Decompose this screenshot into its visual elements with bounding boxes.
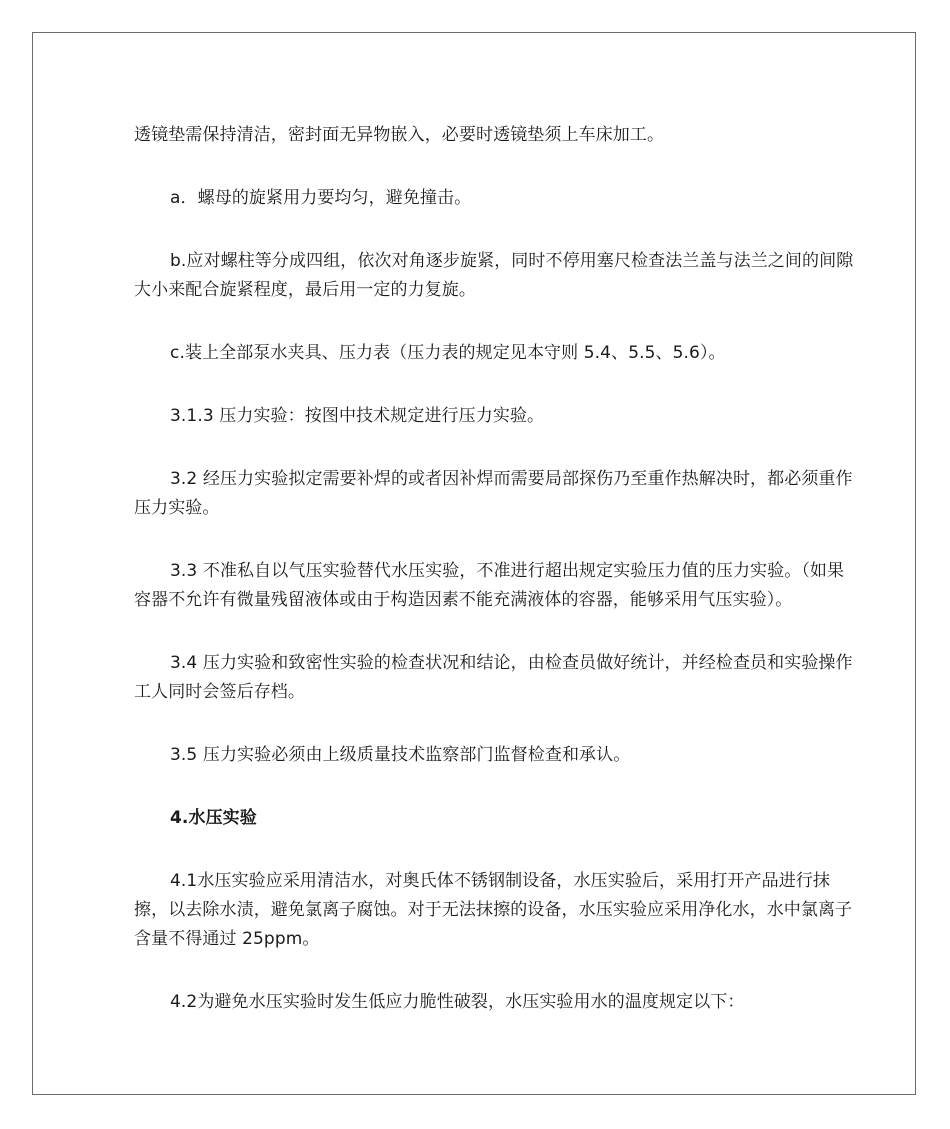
document-page [32,32,916,1095]
paragraph-item-c: c.装上全部泵水夹具、压力表（压力表的规定见本守则 5.4、5.5、5.6）。 [170,343,726,363]
paragraph-lens-gasket: 透镜垫需保持清洁，密封面无异物嵌入，必要时透镜垫须上车床加工。 [134,125,665,145]
paragraph-3-4: 3.4 压力实验和致密性实验的检查状况和结论，由检查员做好统计，并经检查员和实验操作工人同时会签后存档。 [134,653,853,702]
paragraph-3-2: 3.2 经压力实验拟定需要补焊的或者因补焊而需要局部探伤乃至重作热解决时，都必须重作压力实验。 [134,469,853,518]
paragraph-item-a: a．螺母的旋紧用力要均匀，避免撞击。 [170,188,472,208]
paragraph-4-1: 4.1水压实验应采用清洁水，对奥氏体不锈钢制设备，水压实验后，采用打开产品进行抹擦，以去除水渍，避免氯离子腐蚀。对于无法抹擦的设备，水压实验应采用净化水，水中氯离子含量不得通过 25ppm。 [134,871,853,949]
section-heading-4: 4.水压实验 [170,808,257,828]
paragraph-4-2: 4.2为避免水压实验时发生低应力脆性破裂，水压实验用水的温度规定以下： [170,992,745,1012]
paragraph-item-b: b.应对螺柱等分成四组，依次对角逐步旋紧，同时不停用塞尺检查法兰盖与法兰之间的间隙大小来配合旋紧程度，最后用一定的力复旋。 [134,251,854,300]
paragraph-3-5: 3.5 压力实验必须由上级质量技术监察部门监督检查和承认。 [170,745,631,765]
paragraph-3-1-3: 3.1.3 压力实验：按图中技术规定进行压力实验。 [170,406,545,426]
paragraph-3-3: 3.3 不准私自以气压实验替代水压实验，不准进行超出规定实验压力值的压力实验。（如果容器不允许有微量残留液体或由于构造因素不能充满液体的容器，能够采用气压实验）。 [134,561,845,610]
document-body [134,121,859,1051]
